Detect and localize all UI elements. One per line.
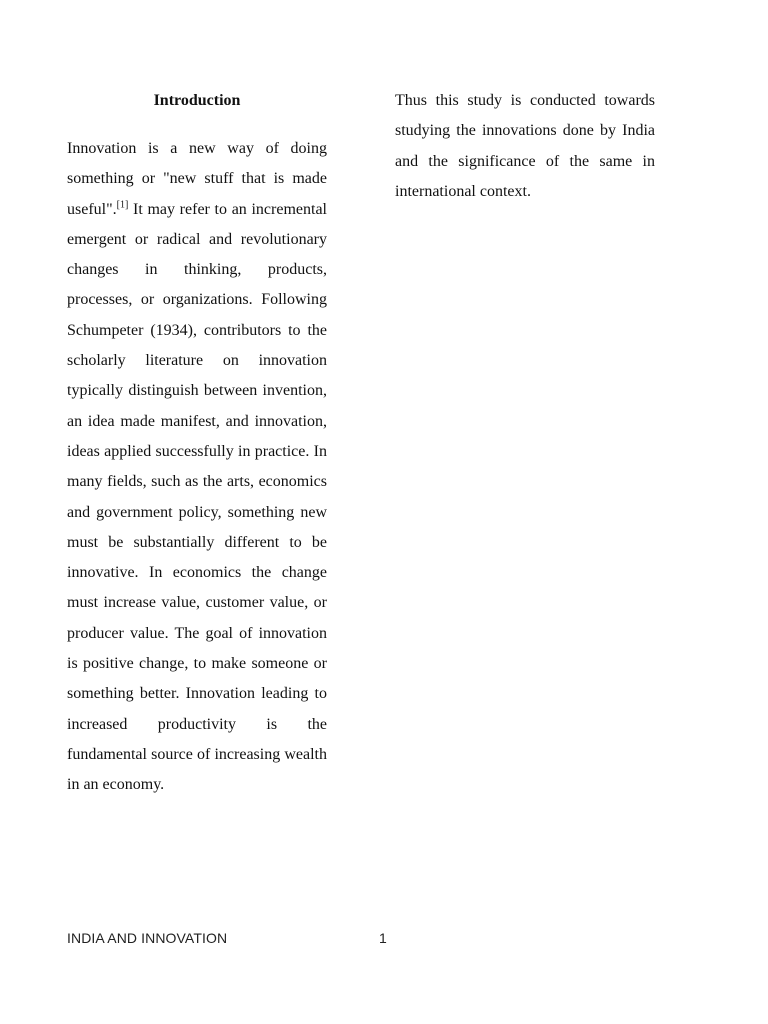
footer-title: INDIA AND INNOVATION [67,930,228,946]
study-paragraph: Thus this study is conducted towards studying the innovations done by India and the significance of the same in international context. [395,92,655,200]
intro-text-part2: It may refer to an incremental emergent or radical and revolutionary changes in thinking, products, processes, or organizations. Following Schumpeter (1934), contributors to the scholarly literature on innovation typically distinguish between invention, an idea made manifest, and innovation, ideas applied successfully in practice. In many fields, such as the arts, economics and government policy, something new must be substantially different to be innovative. In economics the change must increase value, customer value, or producer value. The goal of innovation is positive change, to make someone or something better. Innovation leading to increased productivity is the fundamental source of increasing wealth in an economy. [67,200,327,794]
section-heading: Introduction [153,92,241,109]
citation-reference[interactable]: [1] [116,199,129,211]
intro-text-part1: Innovation is a new way of doing something or "new stuff that is made useful". [67,140,327,218]
page-number: 1 [379,930,387,946]
right-column [395,86,655,207]
left-column [67,86,327,801]
intro-paragraph [67,134,327,801]
